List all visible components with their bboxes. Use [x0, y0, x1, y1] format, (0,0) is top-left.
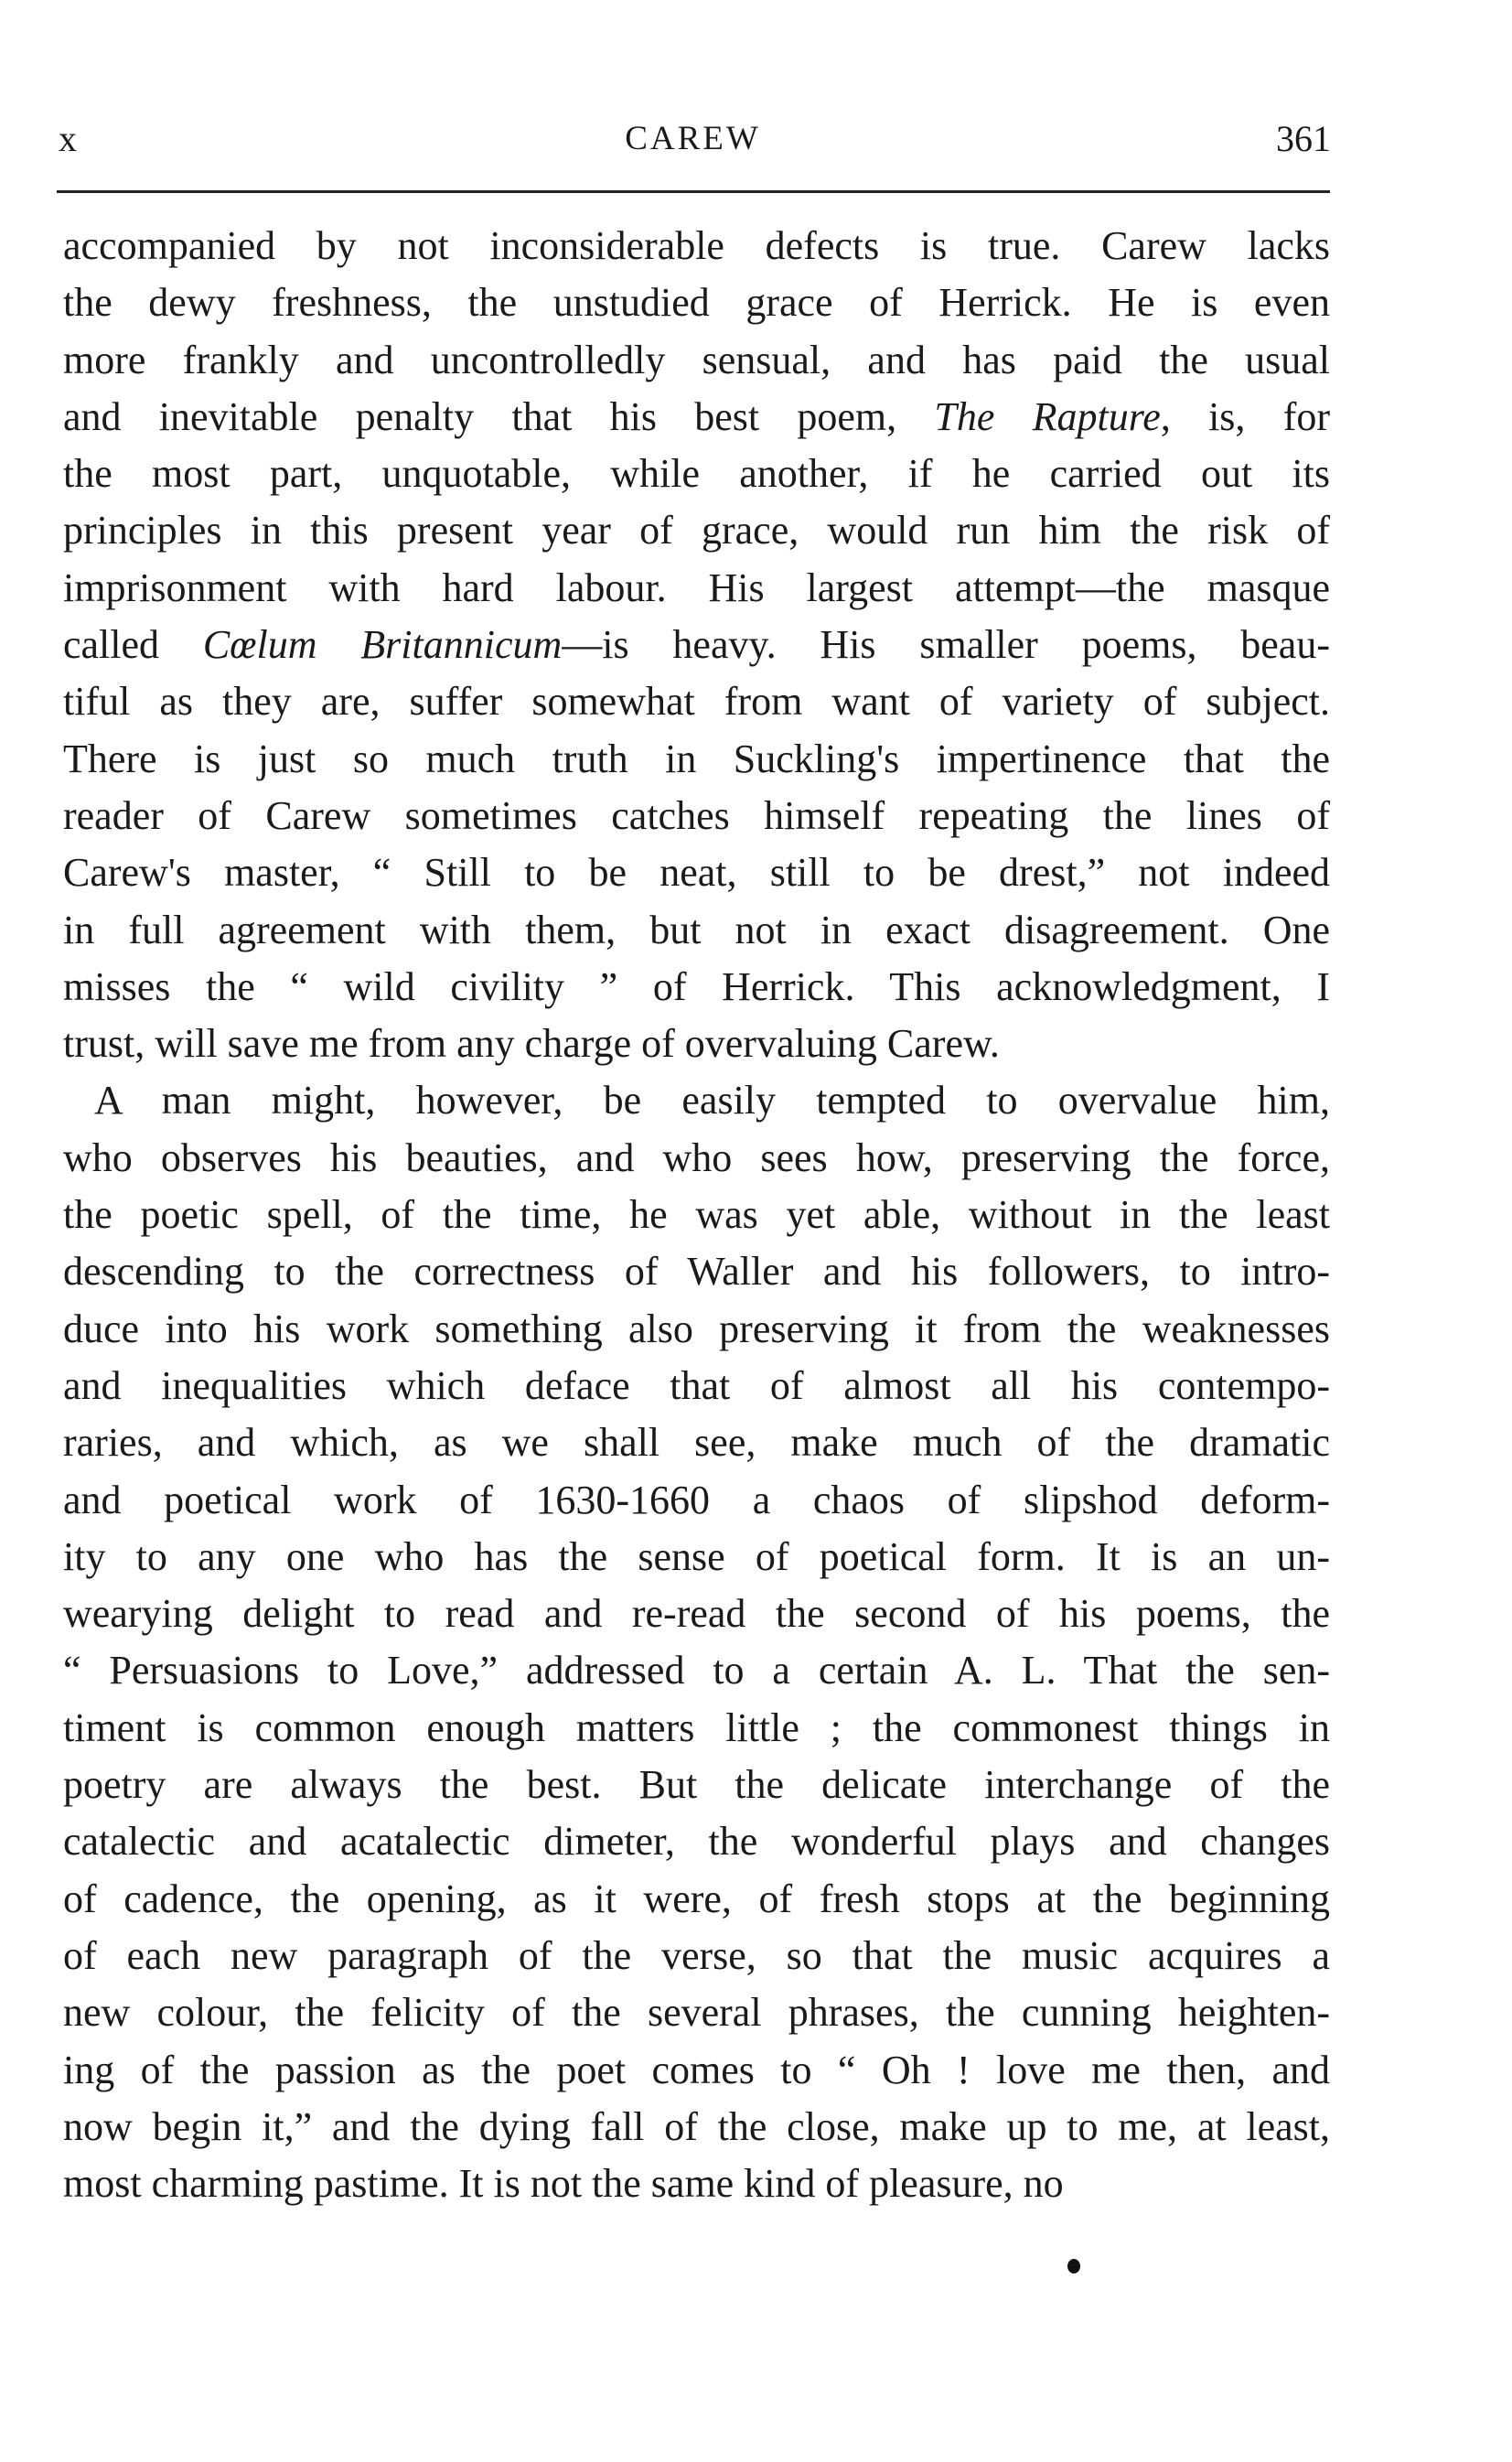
- text-line: [63, 1586, 1330, 1642]
- text-line: [63, 902, 1330, 959]
- text-line: [63, 844, 1330, 901]
- text-segment: ity to any one who has the sense of poetical form. It is an un-: [63, 1533, 1330, 1579]
- text-segment: the dewy freshness, the unstudied grace of Herrick. He is even: [63, 280, 1330, 326]
- text-segment: who observes his beauties, and who sees how, preserving the force,: [63, 1134, 1330, 1180]
- text-line: [63, 1928, 1330, 1984]
- chapter-number: x: [59, 118, 77, 159]
- text-segment: catalectic and acatalectic dimeter, the wonderful plays and changes: [63, 1819, 1330, 1865]
- running-header: [55, 117, 1331, 163]
- text-segment: descending to the correctness of Waller and his followers, to intro-: [63, 1249, 1330, 1295]
- text-line: [63, 2156, 1330, 2212]
- text-line: [63, 617, 1330, 673]
- text-segment: A man might, however, be easily tempted to overvalue him,: [94, 1078, 1330, 1123]
- text-line: [63, 274, 1330, 331]
- text-line: [63, 1016, 1330, 1072]
- text-line: [63, 389, 1330, 446]
- text-line: [63, 1243, 1330, 1300]
- text-line: [63, 502, 1330, 559]
- text-segment: reader of Carew sometimes catches himself repeating the lines of: [63, 792, 1330, 838]
- text-line: [63, 1072, 1330, 1129]
- page-number: 361: [1276, 118, 1331, 159]
- text-segment: Carew's master, “ Still to be neat, still to be drest,” not indeed: [63, 850, 1330, 896]
- text-line: [63, 959, 1330, 1016]
- text-segment: duce into his work something also preserving it from the weaknesses: [63, 1306, 1330, 1351]
- text-line: [63, 1472, 1330, 1529]
- text-line: [63, 1187, 1330, 1243]
- text-line: [63, 1642, 1330, 1699]
- text-line: [63, 1757, 1330, 1813]
- text-line: [63, 1414, 1330, 1471]
- text-line: [63, 560, 1330, 617]
- text-segment: in full agreement with them, but not in exact disagreement. One: [63, 907, 1330, 952]
- text-segment: of cadence, the opening, as it were, of fresh stops at the beginning: [63, 1876, 1330, 1921]
- text-segment: tiful as they are, suffer somewhat from want of variety of subject.: [63, 679, 1330, 725]
- text-segment: of each new paragraph of the verse, so that the music acquires a: [63, 1932, 1330, 1978]
- text-line: [63, 332, 1330, 389]
- text-line: [63, 673, 1330, 730]
- text-segment: the poetic spell, of the time, he was yet able, without in the least: [63, 1192, 1330, 1238]
- text-segment: , is, for: [1160, 393, 1331, 439]
- text-segment: and inevitable penalty that his best poem,: [63, 393, 935, 439]
- text-line: [63, 218, 1330, 274]
- text-line: [63, 1301, 1330, 1358]
- text-line: [63, 2099, 1330, 2156]
- text-line: [63, 1813, 1330, 1870]
- text-segment: and inequalities which deface that of almost all his contempo-: [63, 1362, 1330, 1408]
- text-line: [63, 1700, 1330, 1757]
- text-line: [63, 1529, 1330, 1586]
- text-segment: wearying delight to read and re-read the second of his poems, the: [63, 1591, 1330, 1637]
- text-line: [63, 1358, 1330, 1414]
- text-segment: misses the “ wild civility ” of Herrick. This acknowledgment, I: [63, 963, 1330, 1009]
- text-segment: timent is common enough matters little ; the commonest things in: [63, 1704, 1330, 1750]
- text-segment: called: [63, 622, 203, 668]
- text-segment: imprisonment with hard labour. His largest attempt—the masque: [63, 564, 1330, 610]
- body-text: [63, 218, 1330, 2212]
- header-rule: [57, 190, 1330, 193]
- text-segment: now begin it,” and the dying fall of the close, make up to me, at least,: [63, 2103, 1330, 2149]
- italic-title: Cœlum Britannicum: [202, 622, 563, 668]
- text-segment: There is just so much truth in Suckling's impertinence that the: [63, 736, 1330, 781]
- text-segment: —is heavy. His smaller poems, beau-: [562, 622, 1330, 668]
- text-segment: ing of the passion as the poet comes to “ Oh ! love me then, and: [63, 2047, 1330, 2092]
- text-segment: more frankly and uncontrolledly sensual, and has paid the usual: [63, 337, 1330, 382]
- text-segment: most charming pastime. It is not the same kind of pleasure, no: [63, 2161, 1064, 2207]
- text-segment: poetry are always the best. But the delicate interchange of the: [63, 1762, 1330, 1808]
- text-line: [63, 2042, 1330, 2099]
- text-line: [63, 1984, 1330, 2041]
- text-segment: new colour, the felicity of the several phrases, the cunning heighten-: [63, 1990, 1330, 2036]
- text-segment: raries, and which, as we shall see, make much of the dramatic: [63, 1420, 1330, 1466]
- text-segment: “ Persuasions to Love,” addressed to a certain A. L. That the sen-: [63, 1648, 1330, 1693]
- running-title: CAREW: [625, 120, 761, 157]
- text-segment: and poetical work of 1630-1660 a chaos of slipshod deform-: [63, 1477, 1330, 1522]
- ink-dot: [1067, 2259, 1080, 2274]
- text-segment: trust, will save me from any charge of overvaluing Carew.: [63, 1021, 1000, 1067]
- text-segment: the most part, unquotable, while another, if he carried out its: [63, 451, 1330, 497]
- text-segment: accompanied by not inconsiderable defects is true. Carew lacks: [63, 223, 1330, 268]
- text-segment: principles in this present year of grace, would run him the risk of: [63, 508, 1330, 554]
- text-line: [63, 1871, 1330, 1928]
- text-line: [63, 731, 1330, 788]
- text-line: [63, 446, 1330, 502]
- text-line: [63, 788, 1330, 844]
- italic-title: The Rapture: [934, 393, 1161, 439]
- text-line: [63, 1130, 1330, 1187]
